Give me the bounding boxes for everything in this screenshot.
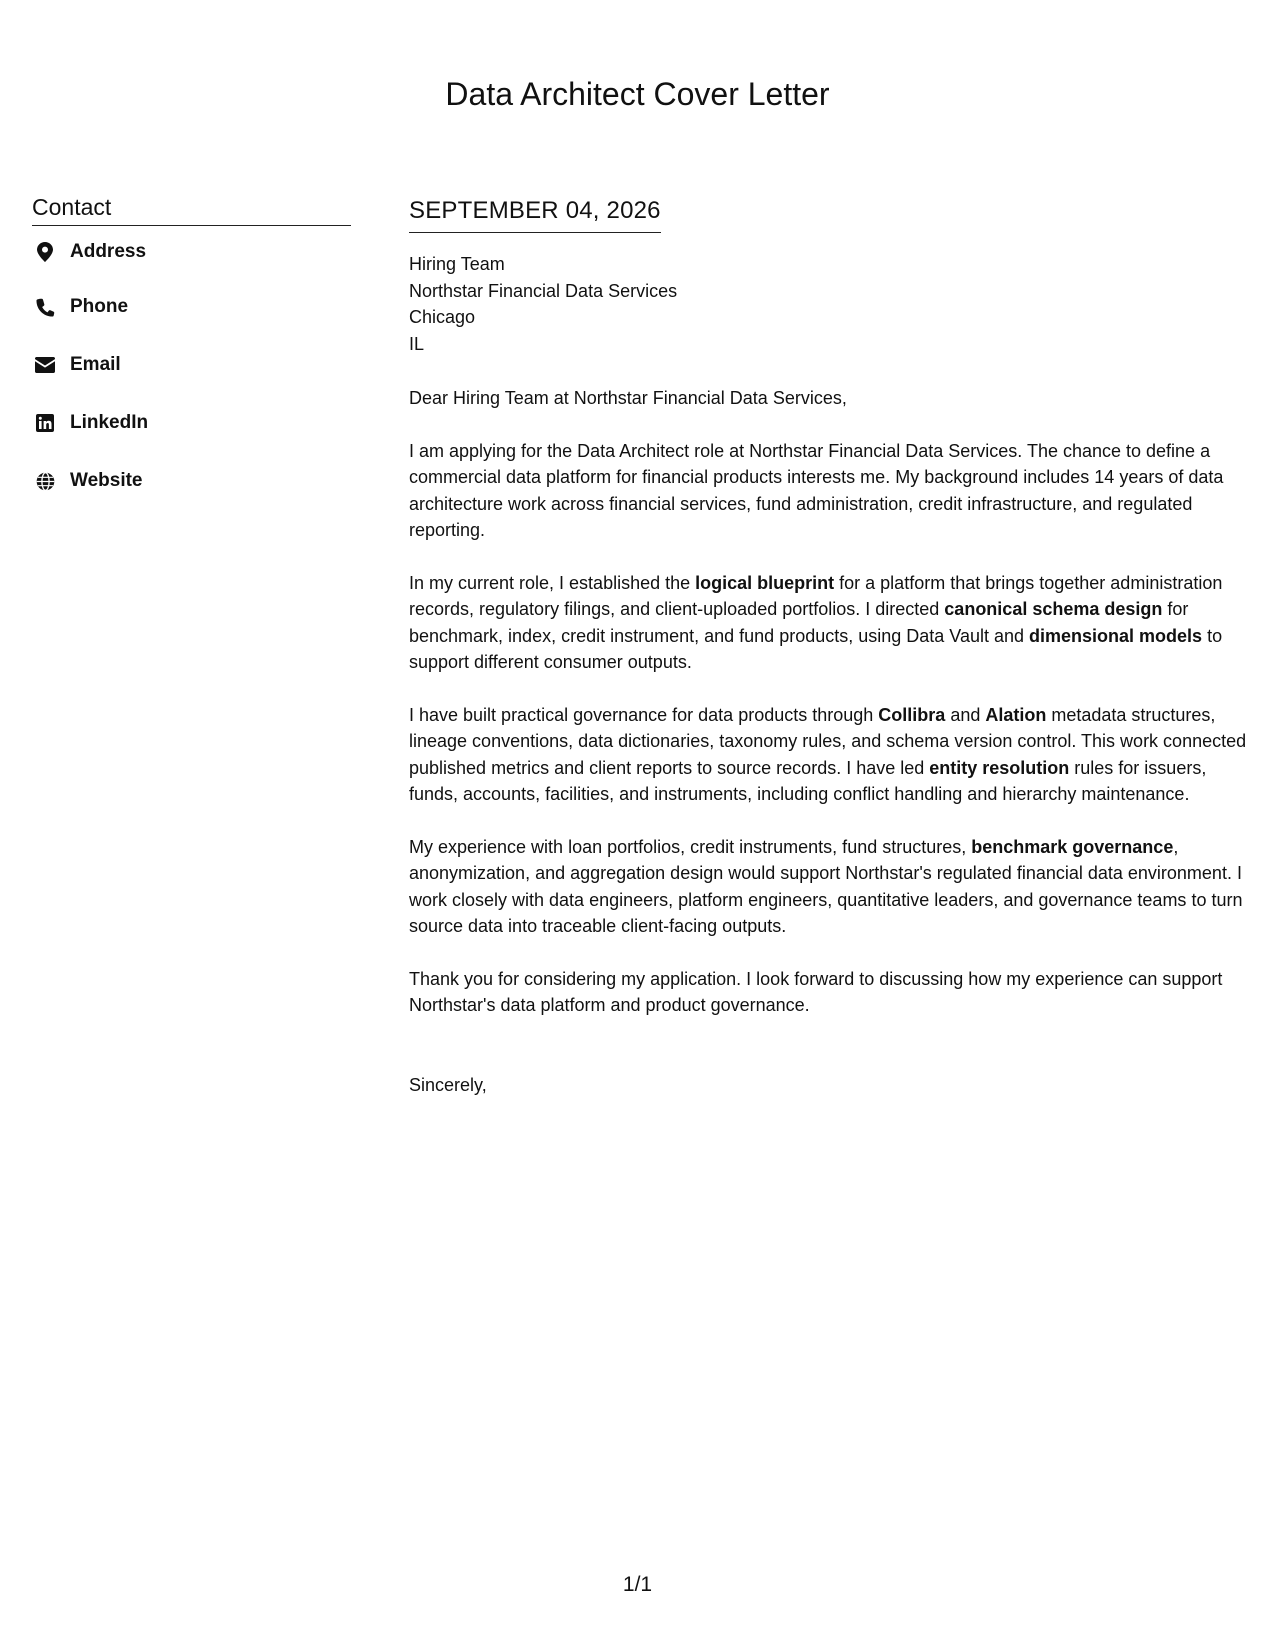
page-title: Data Architect Cover Letter <box>445 76 830 112</box>
closing: Sincerely, <box>409 1074 487 1095</box>
contact-heading: Contact <box>32 193 351 226</box>
contact-list <box>32 226 351 510</box>
paragraph-governance: I have built practical governance for data products through Collibra and Alation metadata structures, lineage conventions, data dictionaries, taxonomy rules, and schema version control. This work connected published metrics and client reports to source records. I have led entity resolution rules for issuers, funds, accounts, facilities, and instruments, including conflict handling and hierarchy maintenance. <box>409 704 1247 804</box>
contact-label-linkedin: LinkedIn <box>70 412 149 433</box>
map-pin-icon <box>34 241 56 263</box>
page-number: 1/1 <box>622 1573 653 1596</box>
recipient-company: Northstar Financial Data Services <box>409 280 678 301</box>
contact-item-address <box>32 226 351 278</box>
greeting: Dear Hiring Team at Northstar Financial Data Services, <box>409 388 847 408</box>
bold-text: canonical schema design <box>944 599 1163 619</box>
phone-icon <box>34 296 56 318</box>
paragraph-intro: I am applying for the Data Architect role at Northstar Financial Data Services. The chance to define a commercial data platform for financial products interests me. My background includes 14 years of data architecture work across financial services, fund administration, credit infrastructure, and regulated reporting. <box>409 440 1224 540</box>
bold-text: entity resolution <box>929 757 1070 778</box>
contact-item-linkedin <box>32 394 351 452</box>
contact-label-email: Email <box>70 354 121 375</box>
letter-main <box>409 196 1253 1098</box>
letter-body <box>409 385 1253 1019</box>
bold-text: benchmark governance <box>971 836 1174 857</box>
letter-date: SEPTEMBER 04, 2026 <box>409 196 661 233</box>
recipient-state: IL <box>409 333 425 354</box>
envelope-icon <box>34 354 56 376</box>
recipient-line: Hiring Team <box>409 254 505 274</box>
paragraph-thanks: Thank you for considering my application. I look forward to discussing how my experience can support Northstar's data platform and product governance. <box>409 968 1223 1015</box>
contact-sidebar <box>32 193 351 510</box>
globe-icon <box>34 470 56 492</box>
recipient-block <box>409 251 1253 357</box>
bold-text: Alation <box>985 704 1047 725</box>
bold-text: Collibra <box>878 704 946 725</box>
linkedin-icon <box>34 412 56 434</box>
contact-item-website <box>32 452 351 510</box>
recipient-city: Chicago <box>409 307 476 327</box>
bold-text: dimensional models <box>1029 625 1203 646</box>
contact-label-address: Address <box>70 241 147 262</box>
bold-text: logical blueprint <box>695 572 835 593</box>
contact-label-phone: Phone <box>70 296 129 317</box>
contact-item-phone <box>32 278 351 336</box>
contact-item-email <box>32 336 351 394</box>
paragraph-current-role: In my current role, I established the logical blueprint for a platform that brings together administration records, regulatory filings, and client-uploaded portfolios. I directed canonical schema design for benchmark, index, credit instrument, and fund products, using Data Vault and dimensional models to support different consumer outputs. <box>409 572 1223 672</box>
paragraph-experience: My experience with loan portfolios, credit instruments, fund structures, benchmark governance, anonymization, and aggregation design would support Northstar's regulated financial data environment. I work closely with data engineers, platform engineers, quantitative leaders, and governance teams to turn source data into traceable client-facing outputs. <box>409 836 1243 936</box>
contact-label-website: Website <box>70 470 143 491</box>
